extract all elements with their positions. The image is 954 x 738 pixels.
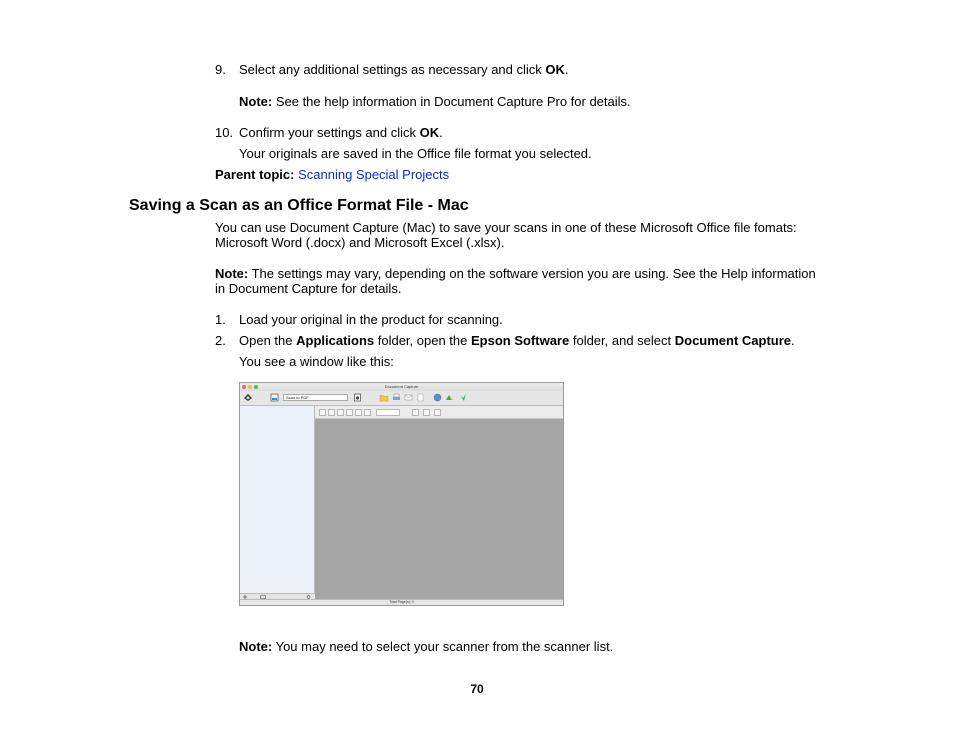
step-2-text [239,333,795,349]
step-10-text-a: Confirm your settings and click [239,125,420,140]
parent-topic-link[interactable]: Scanning Special Projects [298,167,450,182]
saved-text: Your originals are saved in the Office file format you selected. [239,146,592,161]
step-9-text-b: . [564,62,569,77]
zoom-out-icon[interactable] [319,409,326,416]
step-2-b2: Epson Software [470,333,570,348]
note2-text-1: The settings may vary, depending on the software version you are using. See the Help information [248,266,816,281]
window-intro: You see a window like this: [239,354,394,369]
document-capture-window-screenshot [239,382,564,606]
step-10-bold: OK [419,125,440,140]
step-9-text-a: Select any additional settings as necessary and click [239,62,546,77]
folder-icon[interactable] [379,393,389,402]
parent-topic [215,167,449,183]
document-icon[interactable] [416,393,425,402]
view-toolbar [315,406,563,419]
step-9-text [239,62,569,78]
note-scanner-list [239,639,613,655]
scan-settings-icon[interactable] [353,393,362,402]
step-9-bold: OK [545,62,565,77]
zoom-window-button[interactable] [254,385,258,389]
scan-destination-value: Scan to PDF [286,395,309,400]
cloud-drive-icon[interactable] [445,393,454,402]
step-1-text: Load your original in the product for scanning. [239,312,503,327]
scan-icon[interactable] [243,393,253,402]
section-title: Saving a Scan as an Office Format File - Mac [129,197,469,214]
edit-page-icon[interactable] [412,409,419,416]
step-10-number: 10. [215,125,234,140]
step-2-t4: . [791,333,795,348]
close-window-button[interactable] [242,385,246,389]
note-label: Note: [239,94,273,109]
scan-destination-select[interactable] [283,394,348,401]
step-10-text [239,125,443,141]
preview-canvas [315,419,563,599]
window-title: Document Capture [384,384,419,389]
step-2-t3: folder, and select [569,333,675,348]
status-bar [240,599,563,605]
web-globe-icon[interactable] [433,393,442,402]
scanner-select-icon[interactable] [270,393,279,402]
parent-topic-label: Parent topic: [215,167,295,182]
note-text: See the help information in Document Capture Pro for details. [272,94,631,109]
note2-label: Note: [215,266,249,281]
rotate-right-icon[interactable] [364,409,371,416]
note-help [239,94,631,110]
step-2-t2: folder, open the [374,333,471,348]
step-2-number: 2. [215,333,226,348]
total-pages-status: Total Page(s): 0 [389,600,414,604]
window-titlebar [240,383,563,391]
rotate-left-icon[interactable] [355,409,362,416]
actual-size-icon[interactable] [346,409,353,416]
split-page-icon[interactable] [434,409,441,416]
step-2-b3: Document Capture [674,333,792,348]
page-thumbnail-sidebar [240,406,315,594]
step-10-text-b: . [439,125,443,140]
intro-line-1: You can use Document Capture (Mac) to save your scans in one of these Microsoft Office file fomats: [215,220,797,235]
print-icon[interactable] [392,393,401,402]
intro-line-2: Microsoft Word (.docx) and Microsoft Excel (.xlsx). [215,235,505,250]
note3-label: Note: [239,639,273,654]
step-2-b1: Applications [296,333,375,348]
step-2-t1: Open the [239,333,297,348]
main-toolbar [240,391,563,406]
note-settings-line-1 [215,266,816,282]
minimize-window-button[interactable] [248,385,252,389]
fit-page-icon[interactable] [337,409,344,416]
step-1-number: 1. [215,312,226,327]
evernote-icon[interactable] [458,393,468,402]
zoom-in-icon[interactable] [328,409,335,416]
step-9-number: 9. [215,62,226,77]
delete-page-icon[interactable] [423,409,430,416]
zoom-level-field[interactable] [376,409,400,416]
page-number: 70 [470,682,484,696]
note-settings-line-2: in Document Capture for details. [215,281,402,296]
email-icon[interactable] [404,393,413,402]
note3-text: You may need to select your scanner from the scanner list. [272,639,614,654]
